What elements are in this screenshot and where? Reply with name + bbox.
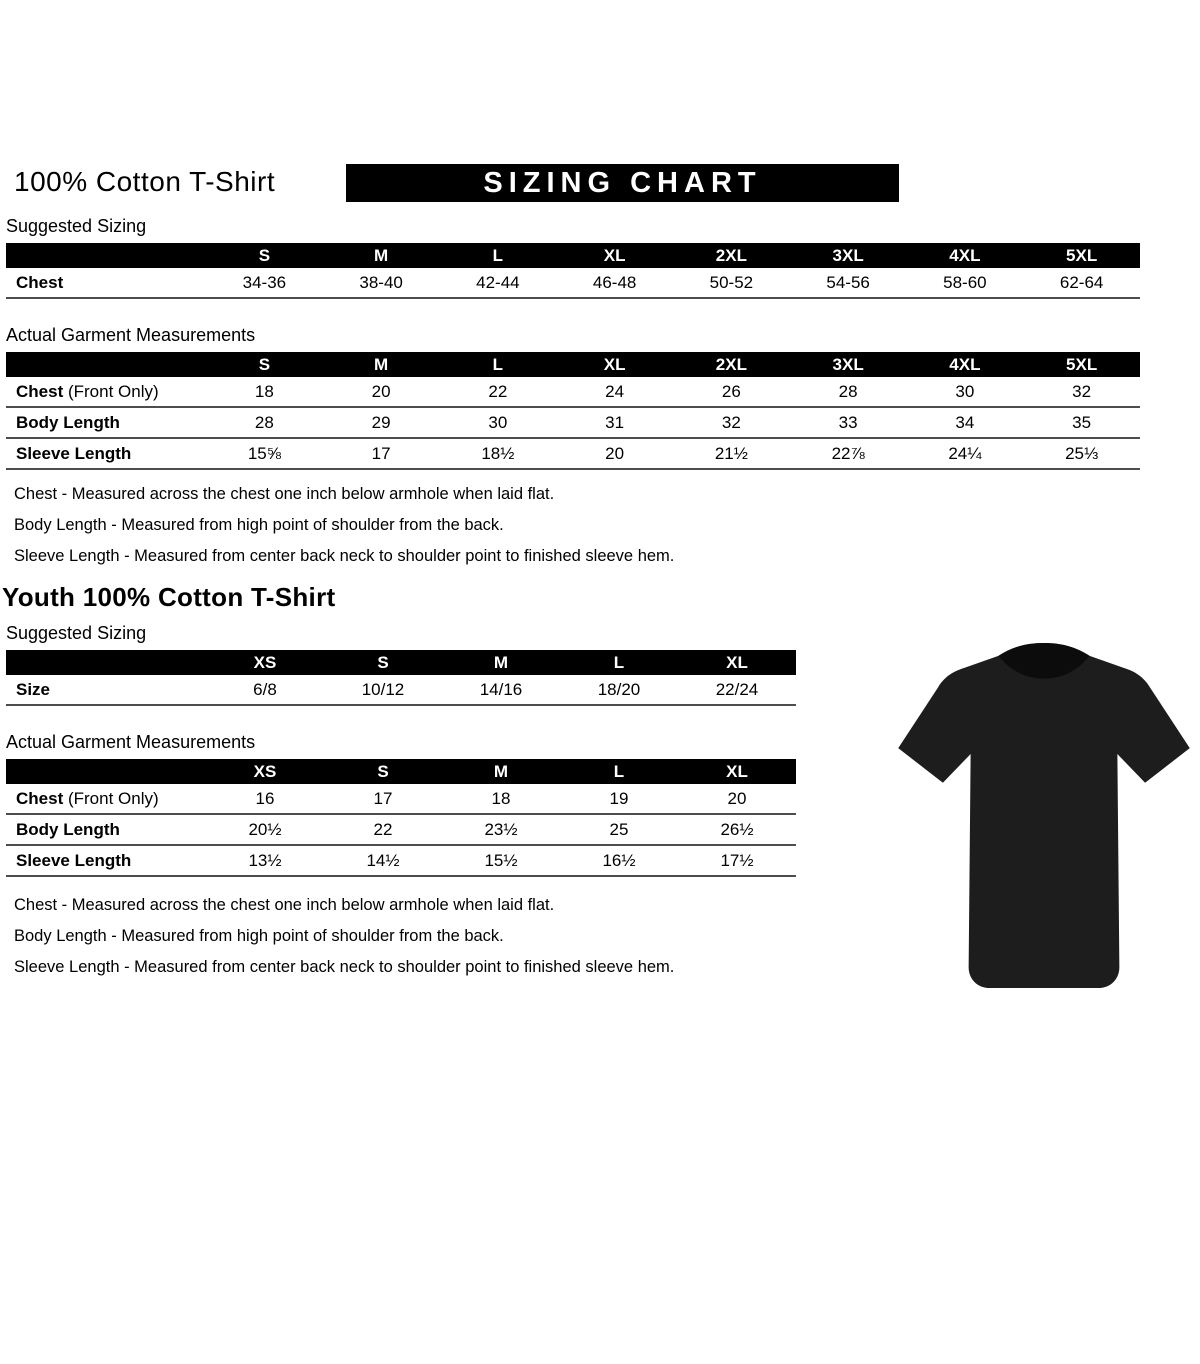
table-row [6,814,796,845]
page-header [0,164,1200,206]
size-header-row [6,352,1140,377]
size-column-header: L [440,352,557,377]
measurement-cell: 18/20 [560,675,678,705]
row-label: Size [6,675,206,705]
row-label: Body Length [6,407,206,438]
corner-cell [6,243,206,268]
measurement-cell: 30 [907,377,1024,407]
measurement-cell: 23½ [442,814,560,845]
sizing-chart-page [0,164,1200,1364]
size-header-row [6,650,796,675]
size-column-header: L [560,759,678,784]
table-row [6,438,1140,469]
corner-cell [6,650,206,675]
measurement-cell: 24 [556,377,673,407]
measurement-cell: 28 [206,407,323,438]
row-label: Sleeve Length [6,438,206,469]
measurement-cell: 34-36 [206,268,323,298]
table-row [6,407,1140,438]
row-label: Chest (Front Only) [6,377,206,407]
corner-cell [6,759,206,784]
size-column-header: XS [206,650,324,675]
measurement-cell: 32 [1023,377,1140,407]
measurement-cell: 15½ [442,845,560,876]
measurement-cell: 22⅞ [790,438,907,469]
measurement-cell: 22/24 [678,675,796,705]
size-column-header: M [323,243,440,268]
measurement-cell: 29 [323,407,440,438]
measurement-cell: 20 [323,377,440,407]
size-column-header: S [324,759,442,784]
youth-suggested-sizing-label: Suggested Sizing [6,623,147,643]
adult-chest-note: Chest - Measured across the chest one inch below armhole when laid flat. [14,485,555,503]
measurement-cell: 42-44 [440,268,557,298]
measurement-cell: 58-60 [907,268,1024,298]
measurement-cell: 17 [323,438,440,469]
adult-actual-measurements-label: Actual Garment Measurements [6,325,256,345]
measurement-cell: 22 [440,377,557,407]
measurement-cell: 34 [907,407,1024,438]
measurement-cell: 18 [442,784,560,814]
size-column-header: M [442,759,560,784]
measurement-cell: 18½ [440,438,557,469]
measurement-cell: 20 [678,784,796,814]
measurement-cell: 26½ [678,814,796,845]
measurement-cell: 28 [790,377,907,407]
measurement-cell: 62-64 [1023,268,1140,298]
size-column-header: S [324,650,442,675]
adult-sleeve-length-note: Sleeve Length - Measured from center back neck to shoulder point to finished sleeve hem. [14,547,675,565]
youth-section-title: Youth 100% Cotton T-Shirt [2,582,336,612]
measurement-cell: 46-48 [556,268,673,298]
measurement-cell: 17 [324,784,442,814]
measurement-cell: 13½ [206,845,324,876]
youth-actual-measurements-label: Actual Garment Measurements [6,732,256,752]
measurement-cell: 10/12 [324,675,442,705]
size-column-header: 2XL [673,352,790,377]
size-column-header: 5XL [1023,243,1140,268]
measurement-cell: 21½ [673,438,790,469]
adult-garment-measurements-table [6,352,1140,470]
adult-suggested-sizing-table [6,243,1140,299]
size-header-row [6,759,796,784]
adult-measurement-notes [14,484,1200,566]
measurement-cell: 15⅝ [206,438,323,469]
table-row [6,784,796,814]
measurement-cell: 26 [673,377,790,407]
measurement-cell: 16½ [560,845,678,876]
table-row [6,377,1140,407]
size-column-header: 5XL [1023,352,1140,377]
measurement-cell: 30 [440,407,557,438]
adult-section-title: 100% Cotton T-Shirt [14,166,276,197]
measurement-cell: 17½ [678,845,796,876]
table-row [6,675,796,705]
measurement-cell: 22 [324,814,442,845]
measurement-cell: 32 [673,407,790,438]
measurement-cell: 33 [790,407,907,438]
measurement-cell: 18 [206,377,323,407]
measurement-cell: 19 [560,784,678,814]
measurement-cell: 16 [206,784,324,814]
adult-suggested-sizing-label: Suggested Sizing [6,216,147,236]
size-column-header: 3XL [790,352,907,377]
youth-sleeve-length-note: Sleeve Length - Measured from center back neck to shoulder point to finished sleeve hem. [14,958,675,976]
row-label: Chest (Front Only) [6,784,206,814]
measurement-cell: 38-40 [323,268,440,298]
youth-chest-note: Chest - Measured across the chest one inch below armhole when laid flat. [14,896,555,914]
size-column-header: S [206,352,323,377]
size-column-header: L [560,650,678,675]
measurement-cell: 25⅓ [1023,438,1140,469]
size-column-header: 3XL [790,243,907,268]
measurement-cell: 31 [556,407,673,438]
size-column-header: M [323,352,440,377]
size-column-header: S [206,243,323,268]
size-column-header: 4XL [907,352,1024,377]
size-column-header: XL [556,243,673,268]
measurement-cell: 6/8 [206,675,324,705]
sizing-chart-banner: SIZING CHART [346,164,899,202]
size-column-header: 4XL [907,243,1024,268]
measurement-cell: 25 [560,814,678,845]
size-column-header: L [440,243,557,268]
size-column-header: M [442,650,560,675]
youth-garment-measurements-table [6,759,796,877]
tshirt-product-image [895,642,1193,994]
measurement-cell: 54-56 [790,268,907,298]
row-label: Sleeve Length [6,845,206,876]
size-column-header: XS [206,759,324,784]
size-column-header: XL [678,759,796,784]
tshirt-body-shape [898,643,1190,988]
measurement-cell: 20½ [206,814,324,845]
size-column-header: XL [678,650,796,675]
measurement-cell: 14½ [324,845,442,876]
size-column-header: XL [556,352,673,377]
measurement-cell: 14/16 [442,675,560,705]
youth-body-length-note: Body Length - Measured from high point of shoulder from the back. [14,927,504,945]
adult-body-length-note: Body Length - Measured from high point of shoulder from the back. [14,516,504,534]
measurement-cell: 20 [556,438,673,469]
table-row [6,845,796,876]
measurement-cell: 24¼ [907,438,1024,469]
size-column-header: 2XL [673,243,790,268]
measurement-cell: 35 [1023,407,1140,438]
row-label: Chest [6,268,206,298]
measurement-cell: 50-52 [673,268,790,298]
size-header-row [6,243,1140,268]
corner-cell [6,352,206,377]
table-row [6,268,1140,298]
youth-suggested-sizing-table [6,650,796,706]
row-label: Body Length [6,814,206,845]
